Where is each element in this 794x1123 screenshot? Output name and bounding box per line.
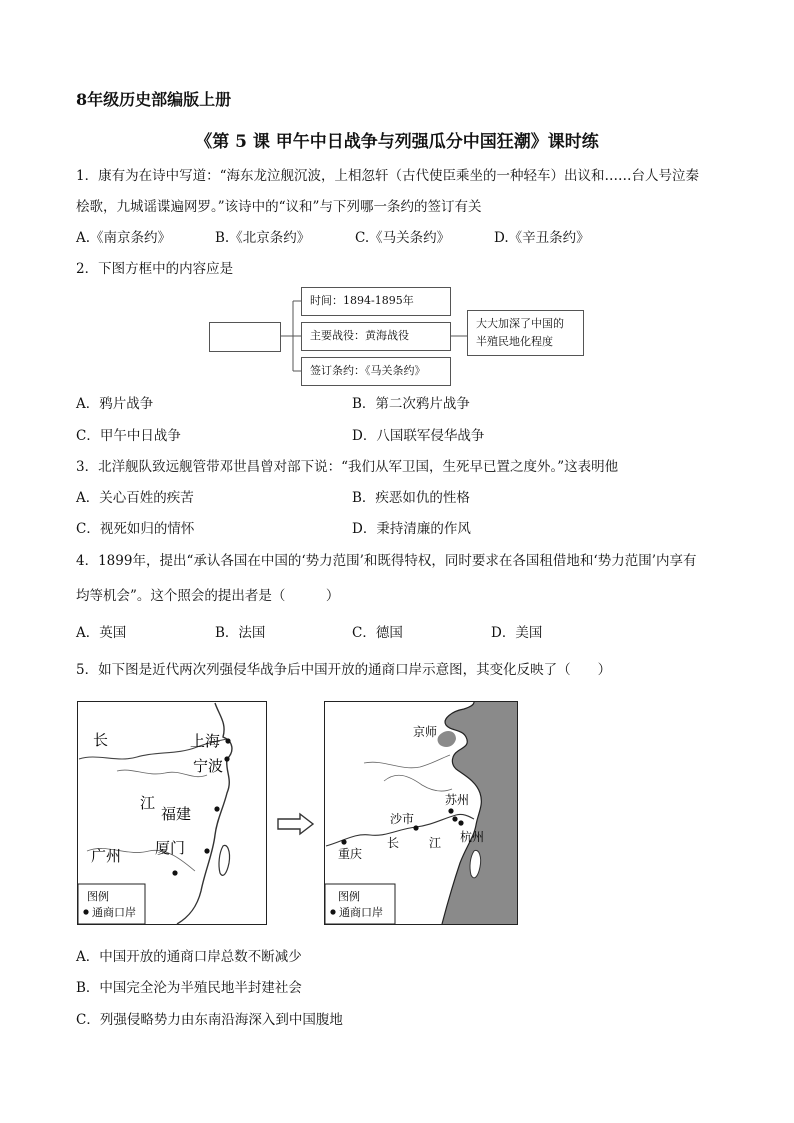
q2-option-a[interactable]: A．鸦片战争 [76,396,154,412]
map-before [77,701,267,925]
q1-option-c[interactable]: C.《马关条约》 [355,230,451,246]
diagram-result-line1: 大大加深了中国的 [476,317,564,330]
grade-heading: 8年级历史部编版上册 [76,90,232,109]
map2-legend-title: 图例 [338,890,360,903]
map1-label-shanghai: 上海 [190,732,221,750]
q3-option-a[interactable]: A．关心百姓的疾苦 [76,490,194,506]
port-coast [458,820,463,825]
map1-label-xiamen: 厦门 [155,839,186,857]
q2-stem: 2．下图方框中的内容应是 [76,261,234,277]
map1-label-jiang: 江 [140,794,156,812]
diagram-time-box [301,287,451,316]
diagram-time-text: 时间：1894-1895年 [310,294,414,307]
map1-legend-title: 图例 [87,890,109,903]
map1-label-chang: 长 [93,731,109,749]
q3-option-b[interactable]: B．疾恶如仇的性格 [352,490,470,506]
map1-legend-dot [83,909,88,914]
q1-stem-line2: 桧歌，九城谣谍遍网罗。”该诗中的“议和”与下列哪一条约的签订有关 [76,199,482,215]
port-suzhou [448,808,453,813]
diagram-treaty-box [301,357,451,386]
q2-option-b[interactable]: B．第二次鸦片战争 [352,396,470,412]
q5-option-a[interactable]: A．中国开放的通商口岸总数不断减少 [76,949,302,965]
q3-option-d[interactable]: D．秉持清廉的作风 [352,521,471,537]
diagram-treaty-text: 签订条约：《马关条约》 [310,364,426,377]
map2-label-suzhou: 苏州 [445,793,470,807]
arrow-icon [276,812,316,836]
map1-legend-item: 通商口岸 [92,906,136,919]
port-chongqing [341,839,346,844]
q4-stem-line1: 4．1899年，提出“承认各国在中国的‘势力范围’和既得特权，同时要求在各国租借地和‘势力范围’内享有 [76,553,697,569]
q2-option-c[interactable]: C．甲午中日战争 [76,428,181,444]
port-guangzhou [172,870,177,875]
map-after [324,701,518,925]
q3-stem: 3．北洋舰队致远舰管带邓世昌曾对部下说：“我们从军卫国，生死早已置之度外。”这表明他 [76,459,619,475]
q5-stem: 5．如下图是近代两次列强侵华战争后中国开放的通商口岸示意图，其变化反映了（ ） [76,662,612,678]
map1-label-fujian: 福建 [161,805,192,823]
diagram-result-box [467,310,584,356]
map2-label-jiang: 江 [429,836,442,850]
q4-option-b[interactable]: B．法国 [215,625,266,641]
map2-label-chang: 长 [387,836,400,850]
map2-label-shashi: 沙市 [390,812,415,826]
diagram-battle-box [301,322,451,351]
map1-label-ningbo: 宁波 [193,757,224,775]
map2-legend-item: 通商口岸 [339,906,383,919]
q1-option-a[interactable]: A.《南京条约》 [76,230,172,246]
port-fuzhou [214,806,219,811]
q5-option-c[interactable]: C．列强侵略势力由东南沿海深入到中国腹地 [76,1012,343,1028]
diagram-result-line2: 半殖民地化程度 [476,335,553,348]
lesson-title: 《第 5 课 甲午中日战争与列强瓜分中国狂潮》课时练 [195,132,599,152]
map2-legend-dot [330,909,335,914]
blank-answer-box [209,322,281,352]
q1-option-b[interactable]: B.《北京条约》 [215,230,311,246]
q3-option-c[interactable]: C．视死如归的情怀 [76,521,195,537]
q4-stem-line2: 均等机会”。这个照会的提出者是（ ） [76,588,340,604]
q4-option-d[interactable]: D．美国 [491,625,543,641]
map2-label-chongqing: 重庆 [338,847,363,861]
port-hangzhou [452,816,457,821]
port-ningbo [224,756,229,761]
q5-option-b[interactable]: B．中国完全沦为半殖民地半封建社会 [76,980,302,996]
q4-option-a[interactable]: A．英国 [76,625,127,641]
map1-label-guangzhou: 广州 [91,847,122,865]
q4-option-c[interactable]: C．德国 [352,625,403,641]
q2-option-d[interactable]: D．八国联军侵华战争 [352,428,485,444]
diagram-battle-text: 主要战役：黄海战役 [310,329,409,342]
q1-option-d[interactable]: D.《辛丑条约》 [494,230,590,246]
map2-label-jingshi: 京师 [413,725,438,739]
port-xiamen [204,848,209,853]
q1-stem-line1: 1．康有为在诗中写道：“海东龙泣舰沉波，上相忽轩（古代使臣乘坐的一种轻车）出议和……台人号泣秦 [76,168,699,184]
port-shashi [413,825,418,830]
map2-label-hangzhou: 杭州 [460,830,485,844]
port-shanghai [225,738,230,743]
